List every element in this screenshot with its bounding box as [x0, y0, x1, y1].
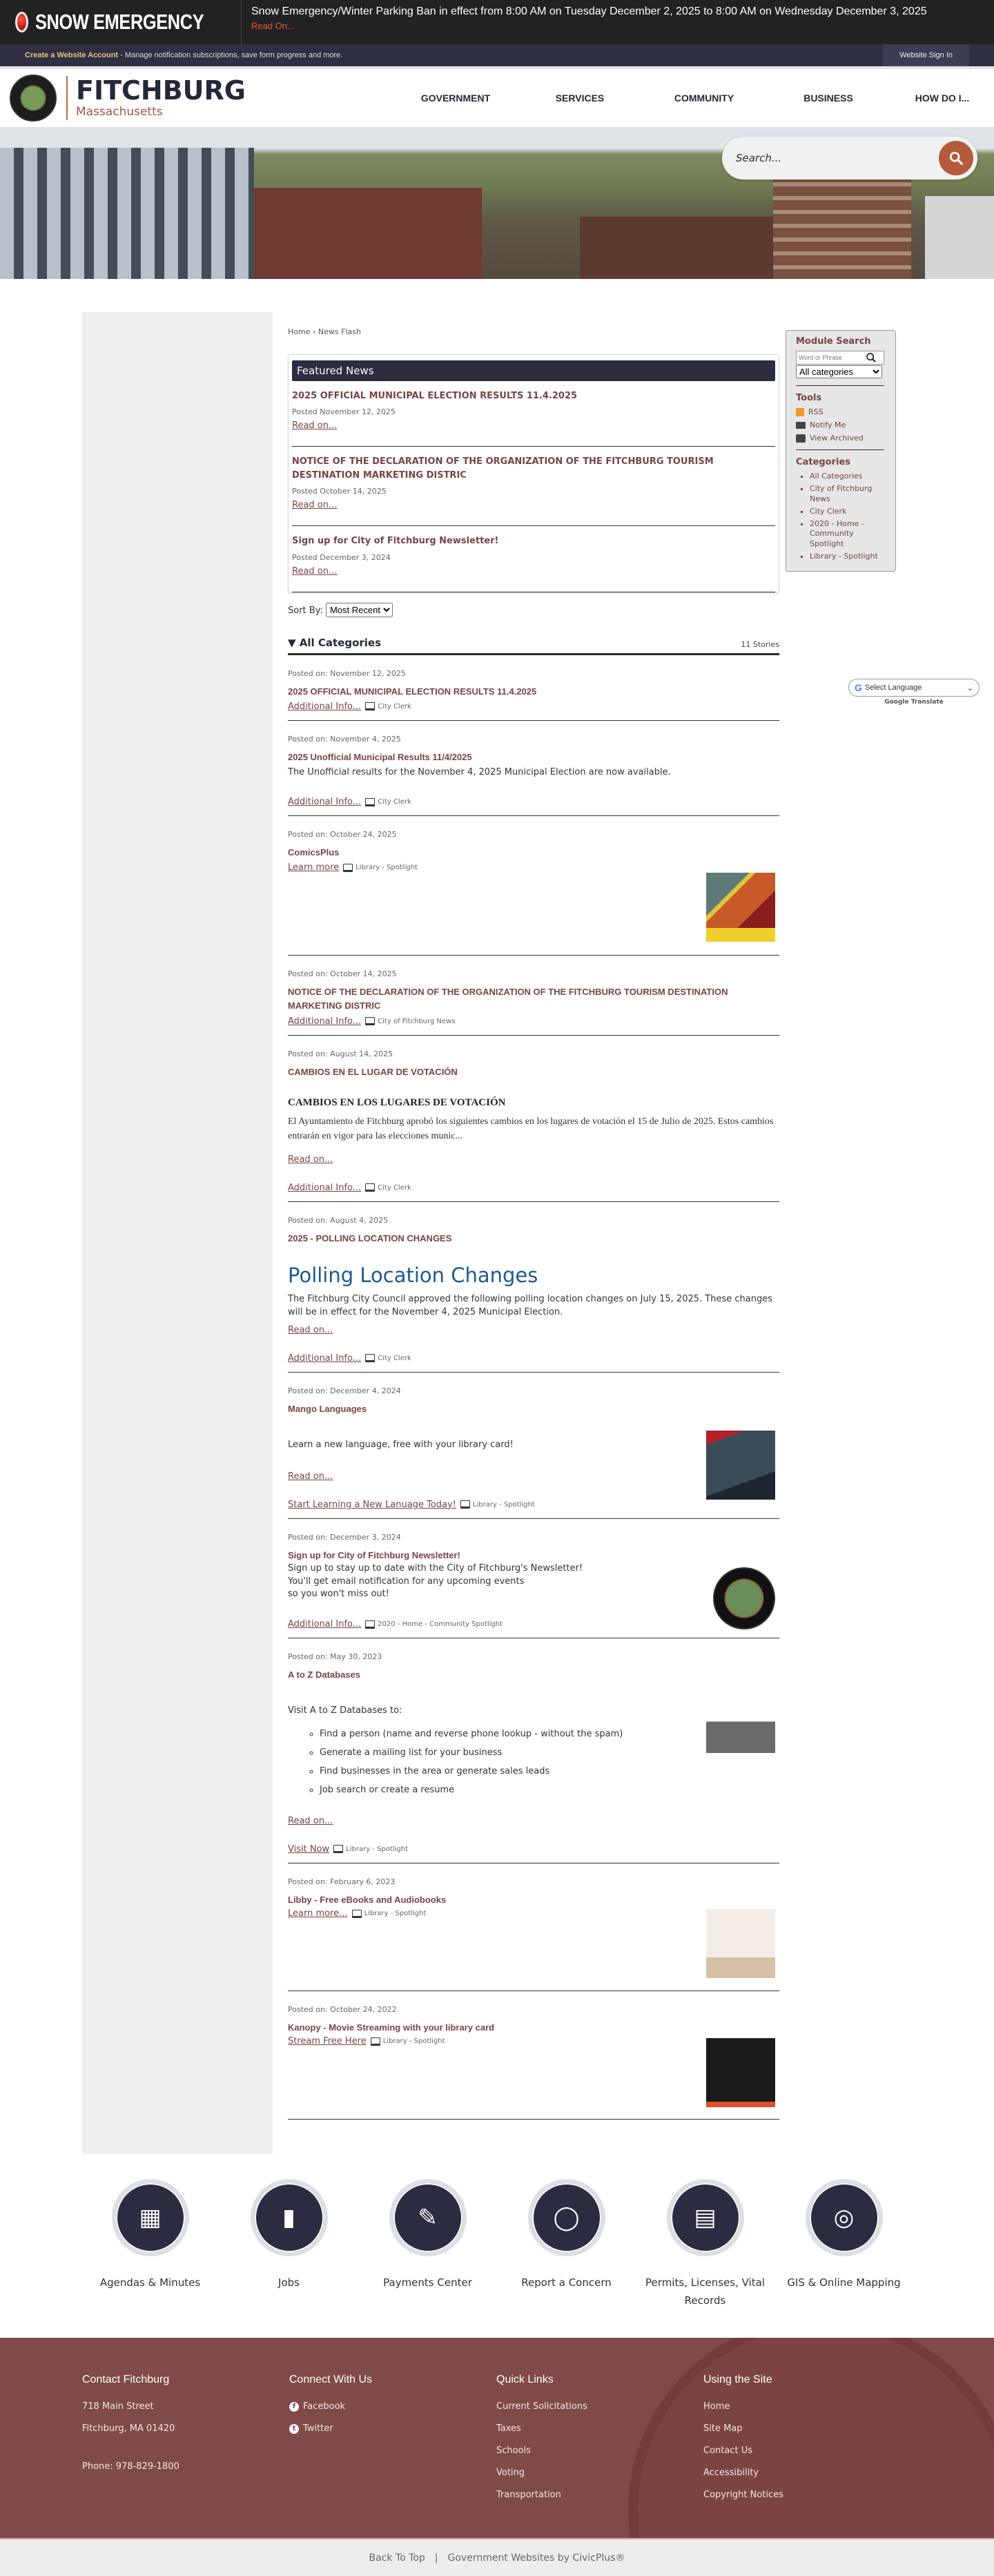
- story-body: El Ayuntamiento de Fitchburg aprobó los siguientes cambios en los lugares de votación el 15 de Julio de 2025. Estos cambios entrarán en vigor para las elecciones munic...: [288, 1116, 774, 1141]
- story-category: City Clerk: [378, 702, 411, 710]
- google-icon: G: [855, 682, 862, 693]
- story-date: Posted on: October 14, 2025: [288, 969, 397, 979]
- hero-building: [773, 168, 911, 279]
- logo-divider: [66, 76, 68, 120]
- story-subheading: Polling Location Changes: [288, 1263, 538, 1287]
- story-date: Posted on: December 4, 2024: [288, 1386, 401, 1395]
- featured-news-heading: Featured News: [292, 360, 775, 381]
- quick-link-label: Permits, Licenses, Vital Records: [645, 2276, 765, 2307]
- category-title: ▼ All Categories: [288, 636, 382, 649]
- story-category: City Clerk: [378, 1183, 411, 1192]
- featured-item-date: Posted December 3, 2024: [292, 552, 391, 562]
- category-header[interactable]: [288, 637, 779, 655]
- category-link[interactable]: ▪ Library - Spotlight: [810, 552, 886, 561]
- story-date: Posted on: May 30, 2023: [288, 1652, 382, 1662]
- footer-address: Fitchburg, MA 01420: [82, 2423, 175, 2434]
- book-icon: [352, 1910, 362, 1918]
- story-category: Library - Spotlight: [382, 2037, 445, 2045]
- story-link[interactable]: Start Learning a New Lanuage Today!: [288, 1499, 456, 1510]
- story-category: City Clerk: [378, 1354, 411, 1362]
- mango-thumbnail[interactable]: [706, 1431, 775, 1500]
- hero-building: [925, 196, 994, 279]
- story-item: [288, 1373, 779, 1519]
- module-category-select[interactable]: [796, 365, 882, 378]
- footer-link[interactable]: Schools: [496, 2446, 531, 2456]
- story-title[interactable]: Mango Languages: [288, 1403, 367, 1414]
- story-link[interactable]: Additional Info...: [288, 1353, 362, 1364]
- nav-government[interactable]: GOVERNMENT: [420, 93, 491, 104]
- book-icon: [333, 1845, 343, 1853]
- featured-item-title[interactable]: Sign up for City of Fitchburg Newsletter!: [292, 536, 499, 547]
- featured-item: [292, 381, 775, 447]
- story-title[interactable]: Kanopy - Movie Streaming with your library card: [288, 2022, 495, 2033]
- mobile-payment-icon: ✎: [389, 2179, 467, 2256]
- category-link[interactable]: ▪ 2020 - Home - Community Spotlight: [810, 519, 886, 549]
- story-item: [288, 956, 779, 1035]
- file-cabinet-icon: ▤: [667, 2179, 744, 2256]
- featured-read-on-link[interactable]: Read on...: [292, 420, 338, 432]
- footer-using-site: [703, 2374, 910, 2538]
- featured-item-title[interactable]: NOTICE OF THE DECLARATION OF THE ORGANIZATION OF THE FITCHBURG TOURISM DESTINATION MARKETING DISTRIC: [292, 456, 714, 481]
- alert-read-on-link[interactable]: Read On...: [251, 21, 295, 31]
- select-language-dropdown[interactable]: [848, 679, 980, 697]
- story-link[interactable]: Learn more...: [288, 1908, 348, 1919]
- footer-link[interactable]: Taxes: [496, 2423, 521, 2434]
- social-label: Facebook: [303, 2401, 346, 2412]
- site-search-button[interactable]: [939, 141, 973, 175]
- compass-icon: ◎: [806, 2179, 883, 2256]
- bullet-item: ◦ Find a person (name and reverse phone lookup - without the spam): [320, 1729, 779, 1739]
- story-title[interactable]: 2025 OFFICIAL MUNICIPAL ELECTION RESULTS 11.4.2025: [288, 686, 537, 697]
- tools-heading: Tools: [796, 393, 822, 403]
- story-category: City Clerk: [378, 798, 411, 806]
- alert-brand: [0, 0, 242, 44]
- quick-link-agendas[interactable]: [81, 2179, 220, 2338]
- footer-heading: Contact Fitchburg: [82, 2374, 170, 2385]
- featured-read-on-link[interactable]: Read on...: [292, 565, 338, 577]
- tool-rss[interactable]: [796, 407, 886, 416]
- news-flash-content: [288, 327, 779, 2120]
- story-read-on-link[interactable]: Read on...: [288, 1324, 333, 1335]
- facebook-link[interactable]: [289, 2401, 496, 2412]
- book-icon: [371, 2037, 380, 2046]
- quick-link-label: Jobs: [278, 2276, 300, 2289]
- chevron-down-icon: ⌄: [966, 684, 973, 693]
- footer-link[interactable]: Home: [703, 2401, 730, 2412]
- logo-text[interactable]: [76, 77, 246, 119]
- civicplus-credit-link[interactable]: Government Websites by CivicPlus®: [447, 2552, 625, 2564]
- footer-link[interactable]: Accessibility: [703, 2468, 759, 2478]
- nav-business[interactable]: BUSINESS: [803, 93, 853, 104]
- twitter-link[interactable]: [289, 2423, 496, 2434]
- footer-heading: Using the Site: [703, 2374, 772, 2385]
- bottom-separator: |: [434, 2552, 438, 2564]
- book-icon: [365, 1620, 375, 1629]
- footer-link[interactable]: Current Solicitations: [496, 2401, 587, 2412]
- story-item: [288, 655, 779, 721]
- bottom-bar: [0, 2538, 994, 2576]
- featured-item: [292, 447, 775, 526]
- hero-banner: [0, 127, 994, 279]
- tool-label: Notify Me: [810, 420, 846, 429]
- story-body-line: Sign up to stay up to date with the City of Fitchburg's Newsletter!: [288, 1562, 583, 1573]
- nav-services[interactable]: SERVICES: [555, 93, 605, 104]
- alert-message: Snow Emergency/Winter Parking Ban in effect from 8:00 AM on Tuesday December 2, 2025 to 8:00 AM on Wednesday December 3, 2025: [251, 6, 927, 17]
- select-language-label: Select Language: [864, 684, 922, 692]
- featured-item-title[interactable]: 2025 OFFICIAL MUNICIPAL ELECTION RESULTS 11.4.2025: [292, 391, 578, 401]
- story-item: [288, 1036, 779, 1202]
- story-link[interactable]: Additional Info...: [288, 701, 362, 712]
- quick-link-gis[interactable]: [774, 2179, 913, 2338]
- footer-link[interactable]: Copyright Notices: [703, 2490, 783, 2500]
- footer-heading: Quick Links: [496, 2374, 554, 2385]
- story-title[interactable]: ComicsPlus: [288, 847, 340, 858]
- quick-link-label: GIS & Online Mapping: [787, 2276, 901, 2289]
- footer-phone: Phone: 978-829-1800: [82, 2461, 179, 2472]
- footer-link[interactable]: Voting: [496, 2468, 525, 2478]
- bullet-item: ◦ Generate a mailing list for your business: [320, 1747, 779, 1758]
- breadcrumb-current: News Flash: [318, 327, 361, 336]
- story-date: Posted on: August 14, 2025: [288, 1049, 393, 1058]
- logo-subtitle: Massachusetts: [76, 105, 163, 119]
- kanopy-thumbnail[interactable]: [706, 2038, 775, 2107]
- sort-by-select[interactable]: [326, 603, 393, 617]
- footer-link[interactable]: Transportation: [496, 2490, 561, 2500]
- category-link[interactable]: ▪ City Clerk: [810, 507, 886, 516]
- story-date: Posted on: December 3, 2024: [288, 1532, 401, 1542]
- story-body: The Unofficial results for the November 4, 2025 Municipal Election are now available.: [288, 766, 671, 777]
- quick-link-label: Payments Center: [383, 2276, 472, 2289]
- book-icon: [365, 1354, 375, 1362]
- comicsplus-thumbnail[interactable]: [706, 873, 775, 942]
- book-icon: [365, 702, 375, 710]
- google-translate: [848, 679, 980, 706]
- story-body: The Fitchburg City Council approved the following polling location changes on July 15, 2025. These changes will be in effect for the November 4, 2025 Municipal Election.: [288, 1293, 772, 1318]
- google-translate-credit: Google Translate: [884, 699, 944, 706]
- tool-view-archived[interactable]: [796, 434, 886, 443]
- main-area: [0, 279, 994, 2143]
- site-footer: [0, 2338, 994, 2538]
- story-title[interactable]: A to Z Databases: [288, 1669, 360, 1681]
- story-read-on-link[interactable]: Read on...: [288, 1815, 333, 1826]
- site-search: [722, 137, 977, 180]
- module-search-heading: Module Search: [796, 336, 871, 347]
- twitter-icon: t: [289, 2424, 299, 2434]
- nav-how-do-i[interactable]: HOW DO I...: [915, 93, 970, 104]
- quick-link-payments[interactable]: [358, 2179, 497, 2338]
- fitchburg-seal-thumbnail[interactable]: [713, 1567, 775, 1629]
- story-subheading: CAMBIOS EN LOS LUGARES DE VOTACIÓN: [288, 1096, 506, 1108]
- story-category: Library - Spotlight: [472, 1500, 535, 1509]
- sort-by: [288, 603, 779, 617]
- back-to-top-link[interactable]: Back To Top: [369, 2552, 425, 2564]
- quick-link-report-concern[interactable]: [497, 2179, 636, 2338]
- module-search-field: [796, 351, 884, 365]
- story-read-on-link[interactable]: Read on...: [288, 1154, 333, 1165]
- quick-links-row: [0, 2179, 994, 2338]
- social-label: Twitter: [303, 2423, 333, 2434]
- briefcase-icon: ▮: [251, 2179, 328, 2256]
- bullet-item: ◦ Job search or create a resume: [320, 1785, 779, 1795]
- story-date: Posted on: October 24, 2022: [288, 2004, 397, 2014]
- facebook-icon: f: [289, 2402, 299, 2412]
- module-sidebar: [786, 330, 896, 572]
- hero-building: [0, 148, 254, 279]
- site-search-input[interactable]: [736, 152, 915, 164]
- divider: [796, 449, 884, 450]
- footer-link[interactable]: Site Map: [703, 2423, 743, 2434]
- story-date: Posted on: February 6, 2023: [288, 1877, 396, 1886]
- create-account-link[interactable]: Create a Website Account: [25, 51, 119, 59]
- book-icon: [365, 1017, 375, 1025]
- footer-link[interactable]: Contact Us: [703, 2446, 752, 2456]
- tool-label: RSS: [808, 407, 824, 416]
- story-item: [288, 816, 779, 956]
- nav-community[interactable]: COMMUNITY: [674, 93, 734, 104]
- story-title[interactable]: CAMBIOS EN EL LUGAR DE VOTACIÓN: [288, 1066, 458, 1077]
- quick-link-jobs[interactable]: [220, 2179, 358, 2338]
- quick-link-permits[interactable]: [636, 2179, 774, 2338]
- sort-by-label: Sort By:: [288, 605, 323, 616]
- module-search-input[interactable]: [797, 354, 866, 361]
- story-title[interactable]: NOTICE OF THE DECLARATION OF THE ORGANIZATION OF THE FITCHBURG TOURISM DESTINATION MARKETING DISTRIC: [288, 987, 728, 1011]
- story-date: Posted on: November 4, 2025: [288, 734, 401, 744]
- story-item: [288, 721, 779, 817]
- bullet-item: ◦ Find businesses in the area or generate sales leads: [320, 1766, 779, 1776]
- website-sign-in-button[interactable]: Website Sign In: [883, 44, 969, 66]
- envelope-icon: [796, 422, 806, 429]
- site-header: [0, 66, 994, 127]
- search-icon[interactable]: [866, 352, 877, 363]
- divider: [796, 385, 884, 386]
- quick-link-label: Agendas & Minutes: [99, 2276, 201, 2289]
- story-read-on-link[interactable]: Read on...: [288, 1471, 333, 1482]
- featured-item-date: Posted October 14, 2025: [292, 487, 387, 496]
- story-category: Library - Spotlight: [364, 1910, 427, 1917]
- book-icon: [365, 798, 375, 806]
- story-count: 11 Stories: [741, 639, 779, 649]
- alert-title: SNOW EMERGENCY: [35, 10, 204, 34]
- a-to-z-thumbnail[interactable]: [706, 1701, 775, 1766]
- featured-read-on-link[interactable]: Read on...: [292, 500, 338, 511]
- story-category: City of Fitchburg News: [378, 1017, 456, 1025]
- story-item: [288, 1638, 779, 1863]
- tool-label: View Archived: [810, 434, 864, 443]
- footer-contact: [82, 2374, 289, 2538]
- story-title[interactable]: 2025 Unofficial Municipal Results 11/4/2025: [288, 751, 472, 762]
- alert-light-icon: [15, 12, 28, 32]
- hero-building: [254, 188, 482, 279]
- story-link[interactable]: Additional Info...: [288, 1182, 362, 1193]
- logo-name: FITCHBURG: [76, 75, 246, 106]
- libby-thumbnail[interactable]: [706, 1909, 775, 1978]
- story-date: Posted on: October 24, 2025: [288, 830, 397, 840]
- featured-news: [288, 354, 779, 593]
- breadcrumb: [288, 327, 779, 336]
- archive-icon: [796, 434, 806, 443]
- calendar-clock-icon: ▦: [112, 2179, 189, 2256]
- story-body: Visit A to Z Databases to:: [288, 1705, 402, 1716]
- story-link[interactable]: Visit Now: [288, 1843, 330, 1854]
- featured-item-date: Posted November 12, 2025: [292, 407, 396, 417]
- book-icon: [343, 864, 353, 872]
- breadcrumb-separator: ›: [310, 327, 318, 336]
- quick-link-label: Report a Concern: [521, 2276, 612, 2289]
- story-category: 2020 - Home - Community Spotlight: [378, 1620, 503, 1629]
- categories-heading: Categories: [796, 457, 851, 467]
- category-link[interactable]: ▪ City of Fitchburg News: [810, 484, 886, 504]
- story-item: [288, 1863, 779, 1991]
- story-item: [288, 1202, 779, 1373]
- story-title[interactable]: Sign up for City of Fitchburg Newsletter!: [288, 1549, 460, 1560]
- account-description: - Manage notification subscriptions, save form progress and more.: [118, 51, 343, 59]
- story-body-line: so you won't miss out!: [288, 1589, 389, 1600]
- account-bar: [0, 44, 994, 66]
- footer-connect: [289, 2374, 496, 2538]
- story-item: [288, 1519, 779, 1639]
- footer-quick-links: [496, 2374, 703, 2538]
- main-nav: [393, 93, 994, 104]
- footer-address: 718 Main Street: [82, 2401, 154, 2412]
- story-link[interactable]: Stream Free Here: [288, 2036, 367, 2046]
- breadcrumb-home[interactable]: Home: [288, 327, 311, 336]
- story-link[interactable]: Learn more: [288, 862, 340, 873]
- story-body-line: You'll get email notification for any upcoming events: [288, 1576, 525, 1587]
- category-list: [796, 472, 886, 561]
- story-link[interactable]: Additional Info...: [288, 1016, 362, 1027]
- story-date: Posted on: August 4, 2025: [288, 1215, 389, 1225]
- story-item: [288, 1991, 779, 2120]
- search-icon: [948, 151, 964, 166]
- story-title[interactable]: Libby - Free eBooks and Audiobooks: [288, 1894, 447, 1905]
- story-title[interactable]: 2025 - POLLING LOCATION CHANGES: [288, 1232, 452, 1243]
- rss-icon: [796, 408, 804, 416]
- city-seal-logo[interactable]: [10, 75, 57, 122]
- category-link[interactable]: ▪ All Categories: [810, 472, 886, 481]
- book-icon: [460, 1500, 470, 1509]
- left-sidebar: [82, 312, 273, 2154]
- story-category: Library - Spotlight: [355, 864, 418, 872]
- story-category: Library - Spotlight: [346, 1845, 408, 1853]
- book-icon: [365, 1183, 375, 1192]
- emergency-alert-bar: [0, 0, 994, 44]
- chat-bubble-icon: ◯: [528, 2179, 605, 2256]
- story-link[interactable]: Additional Info...: [288, 1619, 362, 1630]
- story-date: Posted on: November 12, 2025: [288, 668, 406, 678]
- footer-heading: Connect With Us: [289, 2374, 373, 2385]
- featured-item: [292, 526, 775, 592]
- tool-notify-me[interactable]: [796, 420, 886, 429]
- story-body: Learn a new language, free with your library card!: [288, 1440, 514, 1451]
- story-link[interactable]: Additional Info...: [288, 797, 362, 808]
